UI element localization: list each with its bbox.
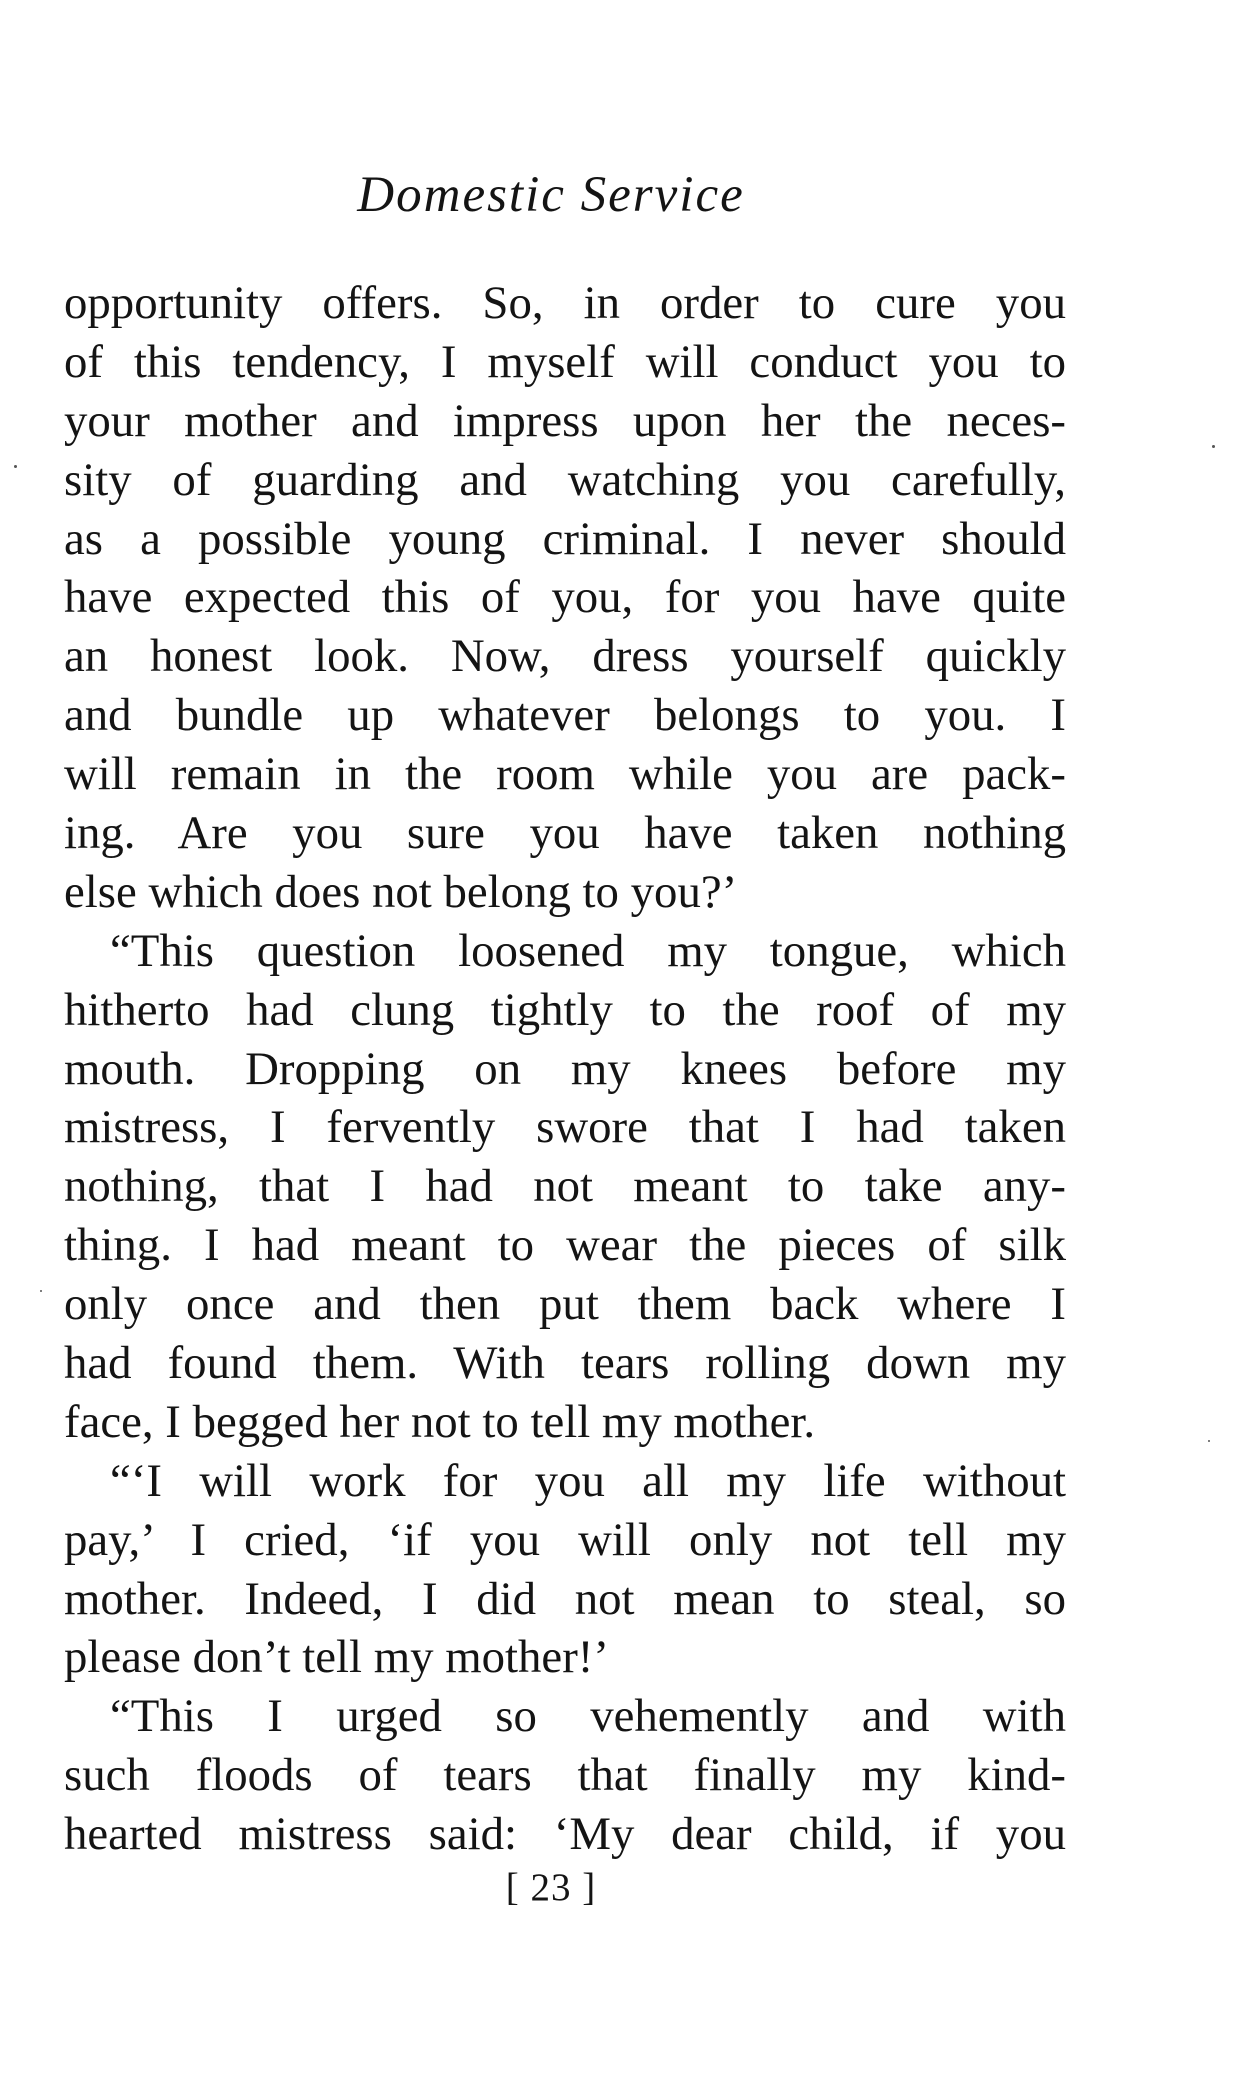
text-line: sity of guarding and watching you carefully, xyxy=(64,453,1066,506)
text-line: hearted mistress said: ‘My dear child, if you xyxy=(64,1808,1066,1861)
text-line: will remain in the room while you are pack- xyxy=(64,748,1066,801)
page-number: [ 23 ] xyxy=(505,1866,597,1909)
text-line: “‘I will work for you all my life without xyxy=(110,1454,1066,1507)
scan-speck xyxy=(14,465,17,468)
text-line: as a possible young criminal. I never should xyxy=(64,512,1066,565)
text-line: please don’t tell my mother!’ xyxy=(64,1631,609,1684)
text-line: “This question loosened my tongue, which xyxy=(110,924,1066,977)
text-line: mother. Indeed, I did not mean to steal, so xyxy=(64,1572,1066,1625)
text-line: “This I urged so vehemently and with xyxy=(110,1690,1066,1743)
text-line: nothing, that I had not meant to take any- xyxy=(64,1160,1066,1213)
text-line: hitherto had clung tightly to the roof of my xyxy=(64,983,1066,1036)
text-line: had found them. With tears rolling down my xyxy=(64,1337,1066,1390)
text-line: of this tendency, I myself will conduct you to xyxy=(64,335,1066,388)
text-line: thing. I had meant to wear the pieces of silk xyxy=(64,1219,1066,1272)
text-line: pay,’ I cried, ‘if you will only not tell my xyxy=(64,1513,1066,1566)
running-head: Domestic Service xyxy=(357,167,745,223)
text-line: mistress, I fervently swore that I had taken xyxy=(64,1101,1066,1154)
text-line: only once and then put them back where I xyxy=(64,1278,1066,1331)
text-line: have expected this of you, for you have quite xyxy=(64,571,1066,624)
scan-speck xyxy=(1208,1440,1210,1442)
body-text xyxy=(64,274,1066,1864)
text-line: mouth. Dropping on my knees before my xyxy=(64,1042,1066,1095)
text-line: such floods of tears that finally my kind- xyxy=(64,1749,1066,1802)
text-line: else which does not belong to you?’ xyxy=(64,865,738,918)
text-line: opportunity offers. So, in order to cure you xyxy=(64,277,1066,329)
scan-speck xyxy=(1212,445,1215,448)
text-line: face, I begged her not to tell my mother. xyxy=(64,1395,816,1448)
text-line: ing. Are you sure you have taken nothing xyxy=(64,807,1066,860)
text-line: an honest look. Now, dress yourself quickly xyxy=(64,630,1066,683)
text-line: and bundle up whatever belongs to you. I xyxy=(64,689,1066,742)
scan-speck xyxy=(40,1290,42,1292)
text-line: your mother and impress upon her the neces- xyxy=(64,394,1066,447)
